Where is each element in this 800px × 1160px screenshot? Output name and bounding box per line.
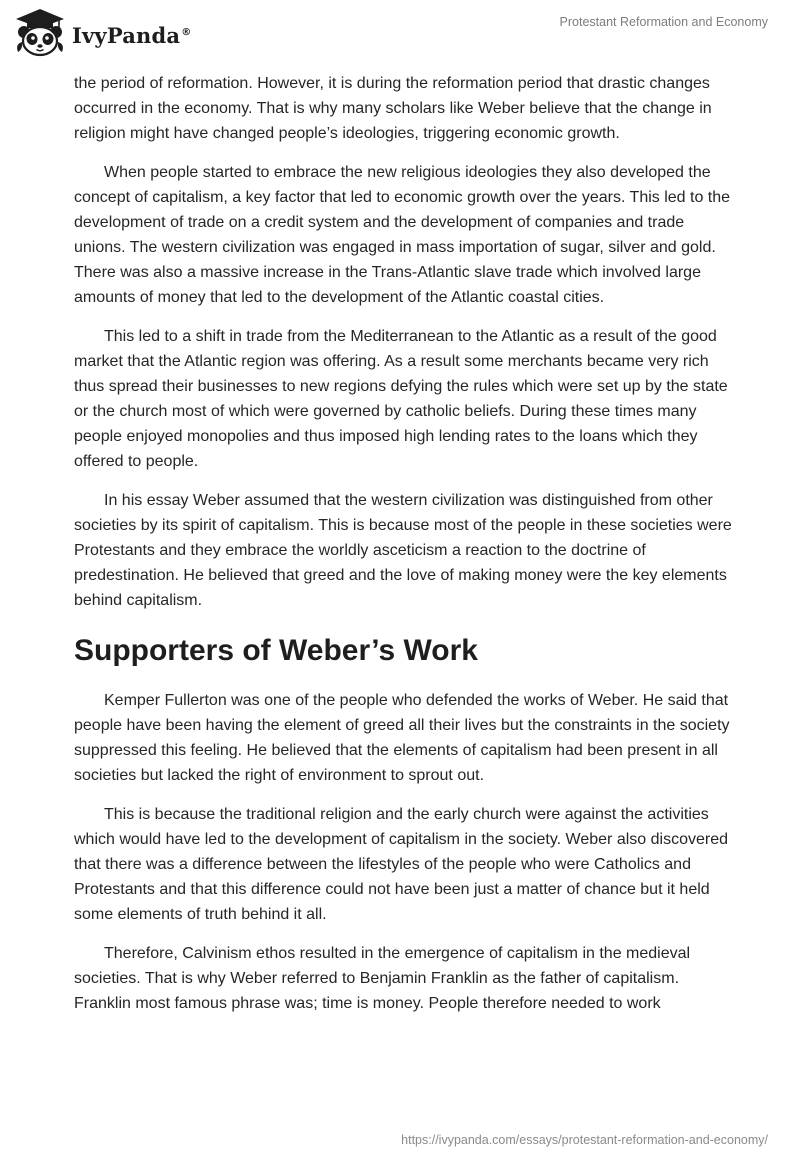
page-header (0, 0, 800, 66)
paragraph: This is because the traditional religion and the early church were against the activities which would have led to the development of capitalism in the society. Weber also discovered that there was a difference between the lifestyles of the people who were Catholics and Protestants and that this difference could not have been just a matter of chance but it held some elements of truth behind it all. (74, 806, 728, 923)
paragraph-continuation: the period of reformation. However, it is during the reformation period that drastic changes occurred in the economy. That is why many scholars like Weber believe that the change in religion might have changed people’s ideologies, triggering economic growth. (74, 75, 712, 142)
paragraph: This led to a shift in trade from the Mediterranean to the Atlantic as a result of the good market that the Atlantic region was offering. As a result some merchants became very rich thus spread their businesses to new regions defying the rules which were set up by the state or the church most of which were governed by catholic beliefs. During these times many people enjoyed monopolies and thus imposed high lending rates to the loans which they offered to people. (74, 328, 728, 470)
source-url[interactable]: https://ivypanda.com/essays/protestant-reformation-and-economy/ (401, 1133, 768, 1147)
paragraph: In his essay Weber assumed that the western civilization was distinguished from other societies by its spirit of capitalism. This is because most of the people in these societies were Protestants and they embrace the worldly asceticism a reaction to the doctrine of predestination. He believed that greed and the love of making money were the key elements behind capitalism. (74, 492, 732, 609)
panda-graduate-logo-icon (14, 8, 66, 58)
paragraph: When people started to embrace the new religious ideologies they also developed the concept of capitalism, a key factor that led to economic growth over the years. This led to the development of trade on a credit system and the development of companies and trade unions. The western civilization was engaged in mass importation of sugar, silver and gold. There was also a massive increase in the Trans-Atlantic slave trade which involved large amounts of money that led to the development of the Atlantic coastal cities. (74, 164, 731, 306)
paragraph: Kemper Fullerton was one of the people who defended the works of Weber. He said that people have been having the element of greed all their lives but the constraints in the society suppressed this feeling. He believed that the elements of capitalism had been present in all societies but lacked the right of environment to sprout out. (74, 692, 730, 784)
brand-logo[interactable] (14, 8, 191, 58)
section-heading: Supporters of Weber’s Work (74, 634, 478, 667)
brand-name: IvyPanda® (72, 22, 192, 48)
paragraph: Therefore, Calvinism ethos resulted in the emergence of capitalism in the medieval societies. That is why Weber referred to Benjamin Franklin as the father of capitalism. Franklin most famous phrase was; time is money. People therefore needed to work (74, 945, 691, 1012)
brand-registered-mark: ® (181, 26, 192, 38)
article-body (74, 71, 734, 1030)
document-title: Protestant Reformation and Economy (559, 15, 768, 29)
